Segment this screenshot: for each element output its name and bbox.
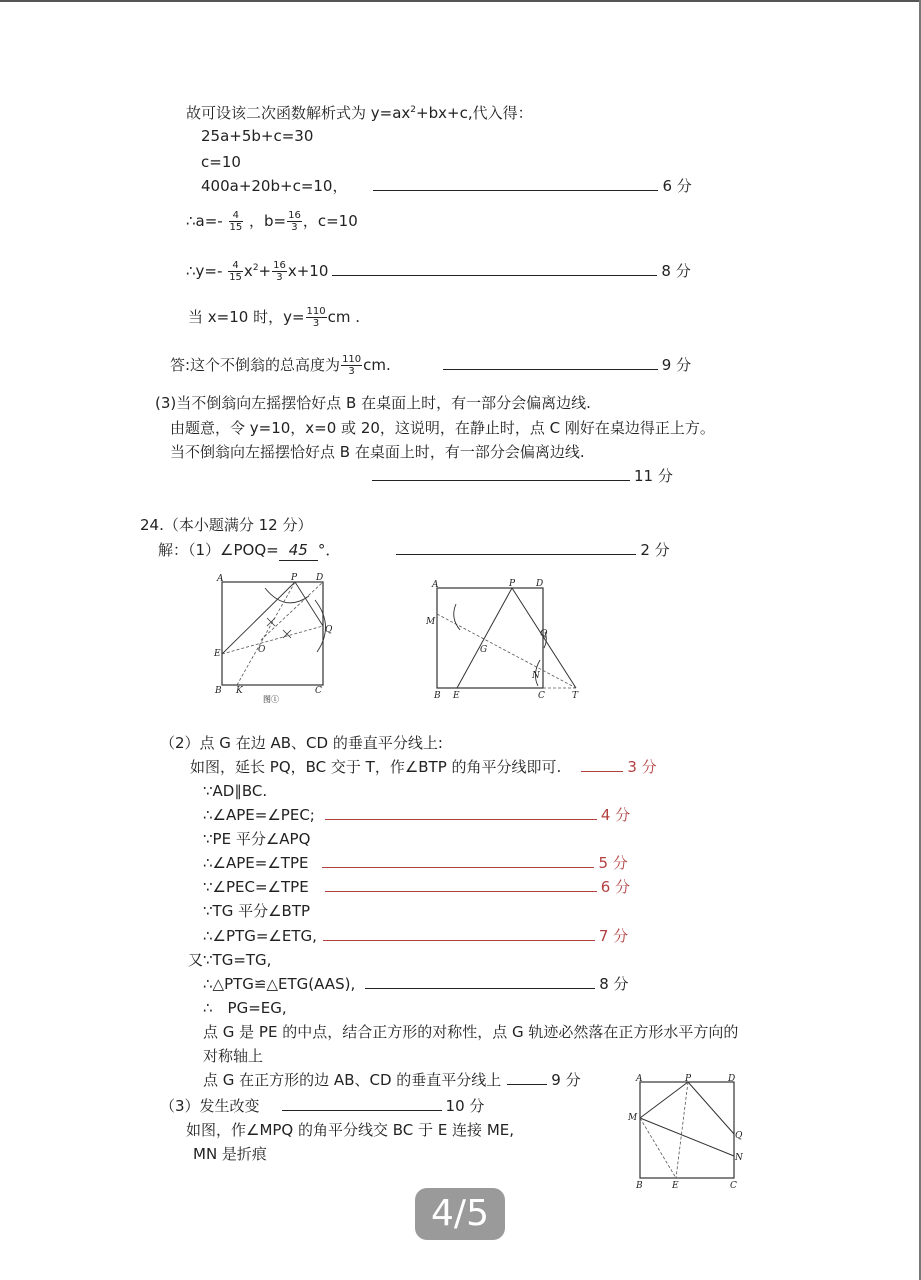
fig3-label-a: A (636, 1074, 643, 1084)
fig3-label-e: E (672, 1181, 679, 1191)
answer-line: 答:这个不倒翁的总高度为 $\frac{110}{3}$ cm. 9 分 (170, 354, 692, 377)
fig1-label-p: P (291, 573, 298, 583)
fig3-label-p: P (685, 1074, 692, 1084)
q24-score-6: 6 分 (600, 878, 631, 896)
figure-3-construction (626, 1072, 746, 1192)
fig2-label-a: A (432, 580, 439, 590)
fig2-label-t: T (572, 691, 579, 701)
q24-score-2: 2 分 (640, 541, 670, 559)
q24-p2-line2: 如图，延长 PQ，BC 交于 T，作∠BTP 的角平分线即可. 3 分 (190, 758, 657, 776)
quadratic-intro: 故可设该二次函数解析式为 $y=ax^2+bx+c$,代入得： (186, 104, 533, 122)
q24-p2-line13: 点 G 是 PE 的中点，结合正方形的对称性，点 G 轨迹必然落在正方形水平方向的 (203, 1023, 739, 1041)
fig1-label-a: A (217, 574, 224, 584)
fig3-label-m: M (628, 1113, 638, 1123)
q24-p2-line9: ∴∠PTG=∠ETG, 7 分 (203, 927, 629, 945)
q24-title: 24.（本小题满分 12 分） (140, 516, 313, 534)
q24-score-9: 9 分 (551, 1071, 581, 1089)
fig2-label-p: P (509, 579, 516, 589)
score-6: 6 分 (662, 177, 692, 195)
q24-part1-answer: 45 (279, 540, 318, 561)
score-11: 11 分 (634, 467, 673, 485)
fig1-label-e: E (214, 649, 221, 659)
fig2-label-e: E (453, 691, 460, 701)
q24-p2-line15: 点 G 在正方形的边 AB、CD 的垂直平分线上 9 分 (203, 1071, 581, 1089)
q24-score-10: 10 分 (445, 1097, 485, 1115)
page-top-border (0, 0, 921, 2)
q24-score-5: 5 分 (598, 854, 628, 872)
q24-part1: 解：（1）∠POQ= 45 °． 2 分 (158, 541, 670, 559)
fig3-label-b: B (636, 1181, 643, 1191)
fig2-label-g: G (480, 645, 488, 655)
fig2-label-n: N (532, 671, 540, 681)
fig1-label-k: K (236, 686, 243, 696)
part3-line2: 由题意，令 y=10，x=0 或 20，这说明，在静止时，点 C 刚好在桌边得正上方。 (170, 419, 715, 437)
figure-2-construction (420, 574, 590, 704)
fig1-label-c: C (315, 686, 322, 696)
q24-p2-line3: ∵AD∥BC. (203, 782, 268, 800)
fig2-label-d: D (536, 579, 544, 589)
q24-score-8: 8 分 (599, 975, 629, 993)
fig2-label-c: C (538, 691, 545, 701)
q24-p2-line6: ∴∠APE=∠TPE 5 分 (203, 854, 628, 872)
fig1-label-d: D (316, 573, 324, 583)
fig2-label-m: M (426, 617, 436, 627)
q24-p2-line4: ∴∠APE=∠PEC; 4 分 (203, 806, 631, 824)
part3-line1: (3)当不倒翁向左摇摆恰好点 B 在桌面上时，有一部分会偏离边线. (155, 394, 591, 412)
score-8: 8 分 (661, 262, 691, 280)
fig1-label-b: B (215, 686, 222, 696)
coefficients-solution: ∴a=- $\frac{4}{15}$ ，b= $\frac{16}{3}$ ，c=10 (186, 210, 358, 233)
q24-p2-line5: ∵PE 平分∠APQ (203, 830, 311, 848)
equation-2: c=10 (201, 153, 241, 171)
q24-p2-line1: （2）点 G 在边 AB、CD 的垂直平分线上: (160, 734, 443, 752)
fig2-label-b: B (434, 691, 441, 701)
q24-p3-line3: MN 是折痕 (193, 1145, 267, 1163)
fig1-caption: 图① (263, 695, 279, 704)
fig3-label-n: N (735, 1153, 743, 1163)
q24-p2-line8: ∵TG 平分∠BTP (203, 902, 311, 920)
q24-p2-line11: ∴△PTG≌△ETG(AAS), 8 分 (203, 975, 629, 993)
fig3-label-d: D (728, 1074, 736, 1084)
q24-score-7: 7 分 (598, 927, 629, 945)
figure-1-construction (205, 568, 345, 708)
fig1-label-q: Q (325, 625, 333, 635)
q24-p3-line2: 如图，作∠MPQ 的角平分线交 BC 于 E 连接 ME, (186, 1121, 515, 1139)
q24-p3-line1: （3）发生改变 10 分 (160, 1097, 485, 1115)
q24-p2-line14: 对称轴上 (203, 1047, 264, 1065)
fig1-label-o: O (258, 645, 266, 655)
equation-3: 400a+20b+c=10， 6 分 (201, 177, 692, 195)
q24-p2-line7: ∵∠PEC=∠TPE 6 分 (203, 878, 631, 896)
part3-line3: 当不倒翁向左摇摆恰好点 B 在桌面上时，有一部分会偏离边线. (170, 443, 585, 461)
score-9: 9 分 (661, 356, 692, 374)
fig3-label-q: Q (735, 1131, 743, 1141)
fig3-label-c: C (730, 1181, 737, 1191)
q24-score-3: 3 分 (627, 758, 657, 776)
evaluate-at-10: 当 x=10 时，y= $\frac{110}{3}$ cm . (188, 306, 361, 329)
part3-score-line (372, 466, 673, 486)
q24-p2-line10: 又∵TG=TG, (188, 951, 272, 969)
page-indicator: 4/5 (415, 1188, 505, 1240)
fig2-label-q: Q (540, 629, 548, 639)
function-expression: ∴y=- $\frac{4}{15}$ $x^2+$ $\frac{16}{3}$ x+10 8 分 (186, 260, 691, 283)
equation-1: 25a+5b+c=30 (201, 127, 314, 145)
q24-p2-line12: ∴ PG=EG, (203, 999, 287, 1017)
q24-score-4: 4 分 (600, 806, 631, 824)
